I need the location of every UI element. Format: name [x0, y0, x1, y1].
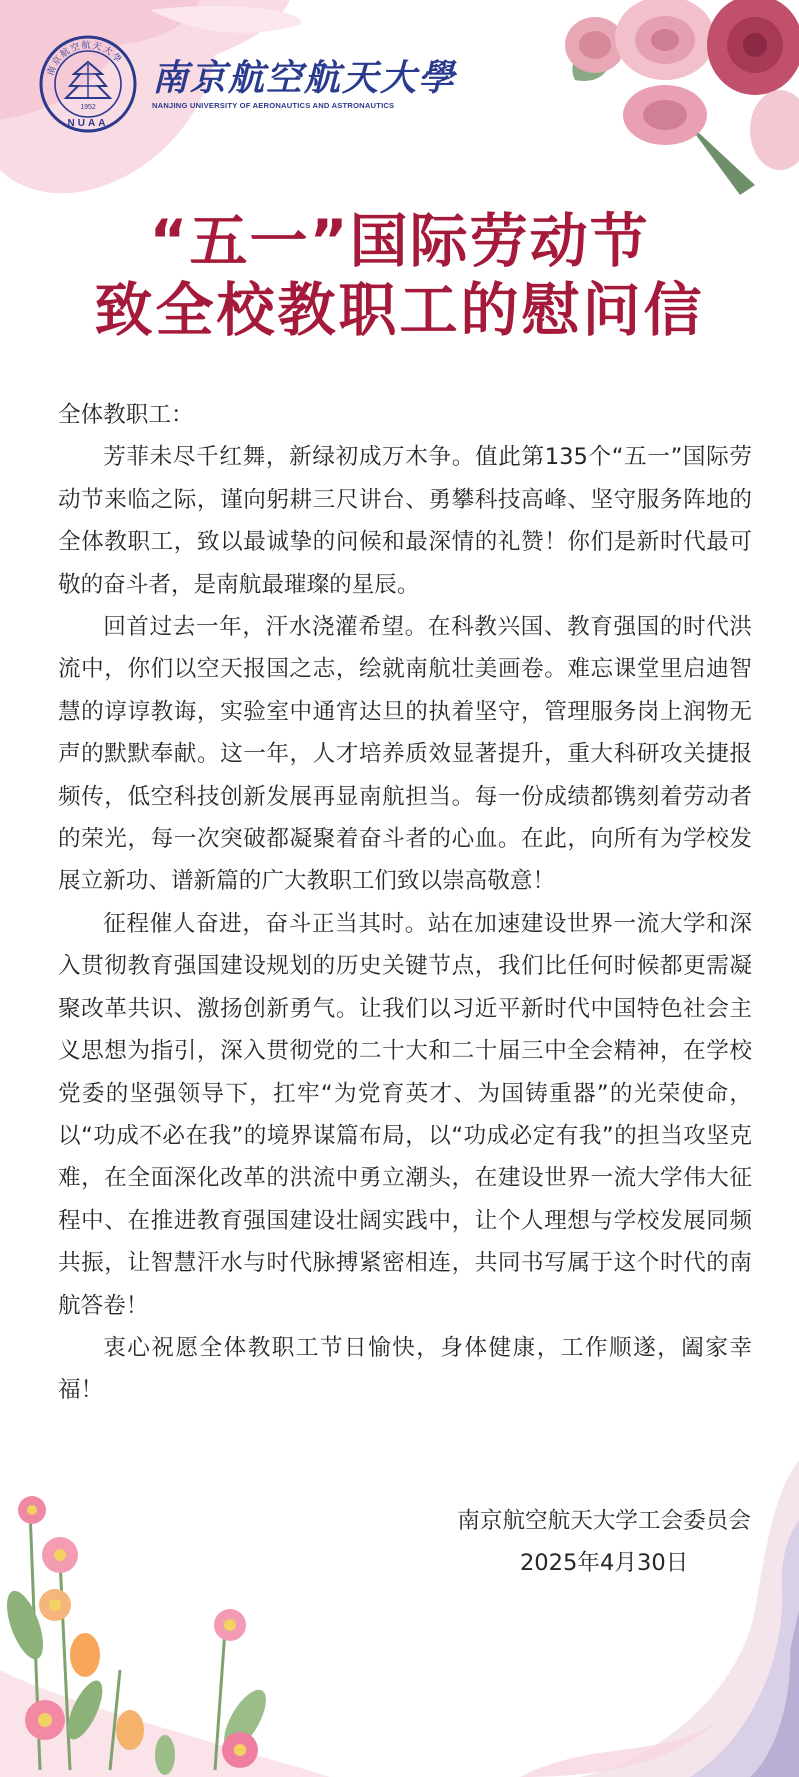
signature-block	[457, 1500, 751, 1584]
seal-year: 1952	[80, 104, 96, 111]
rose-bouquet-decoration-top-right	[555, 0, 799, 200]
university-name-cn: 南京航空航天大學	[152, 57, 457, 99]
paragraph-greeting: 芳菲未尽千红舞，新绿初成万木争。值此第135个“五一”国际劳动节来临之际，谨向躬耕三尺讲台、勇攀科技高峰、坚守服务阵地的全体教职工，致以最诚挚的问候和最深情的礼赞！你们是新时代最可敬的奋斗者，是南航最璀璨的星辰。	[58, 444, 752, 598]
paragraph-review: 回首过去一年，汗水浇灌希望。在科教兴国、教育强国的时代洪流中，你们以空天报国之志，绘就南航壮美画卷。难忘课堂里启迪智慧的谆谆教诲，实验室中通宵达旦的执着坚守，管理服务岗上润物无声的默默奉献。这一年，人才培养质效显著提升，重大科研攻关捷报频传，低空科技创新发展再显南航担当。每一份成绩都镌刻着劳动者的荣光，每一次突破都凝聚着奋斗者的心血。在此，向所有为学校发展立新功、谱新篇的广大教职工们致以崇高敬意！	[58, 614, 752, 895]
university-logo	[38, 34, 456, 134]
salutation: 全体教职工：	[58, 402, 194, 428]
seal-abbreviation: NUAA	[67, 118, 109, 129]
university-seal-icon	[38, 34, 138, 134]
signature-date: 2025年4月30日	[519, 1550, 689, 1576]
letter-body	[58, 394, 752, 1412]
page-title-line1: “五一”国际劳动节	[149, 207, 650, 275]
signature-organization: 南京航空航天大学工会委员会	[457, 1508, 751, 1534]
paragraph-wishes: 衷心祝愿全体教职工节日愉快，身体健康，工作顺遂，阖家幸福！	[58, 1334, 752, 1404]
flower-garden-decoration-bottom-left	[0, 1470, 330, 1777]
seal-ring-text: 南京航空航天大學	[45, 40, 124, 78]
paragraph-outlook: 征程催人奋进，奋斗正当其时。站在加速建设世界一流大学和深入贯彻教育强国建设规划的历史关键节点，我们比任何时候都更需凝聚改革共识、激扬创新勇气。让我们以习近平新时代中国特色社会主义思想为指引，深入贯彻党的二十大和二十届三中全会精神，在学校党委的坚强领导下，扛牢“为党育英才、为国铸重器”的光荣使命，以“功成不必在我”的境界谋篇布局，以“功成必定有我”的担当攻坚克难，在全面深化改革的洪流中勇立潮头，在建设世界一流大学伟大征程中、在推进教育强国建设壮阔实践中，让个人理想与学校发展同频共振，让智慧汗水与时代脉搏紧密相连，共同书写属于这个时代的南航答卷！	[58, 910, 752, 1319]
university-name-en: NANJING UNIVERSITY OF AERONAUTICS AND ASTRONAUTICS	[152, 101, 395, 110]
page-title-line2: 致全校教职工的慰问信	[94, 276, 705, 344]
